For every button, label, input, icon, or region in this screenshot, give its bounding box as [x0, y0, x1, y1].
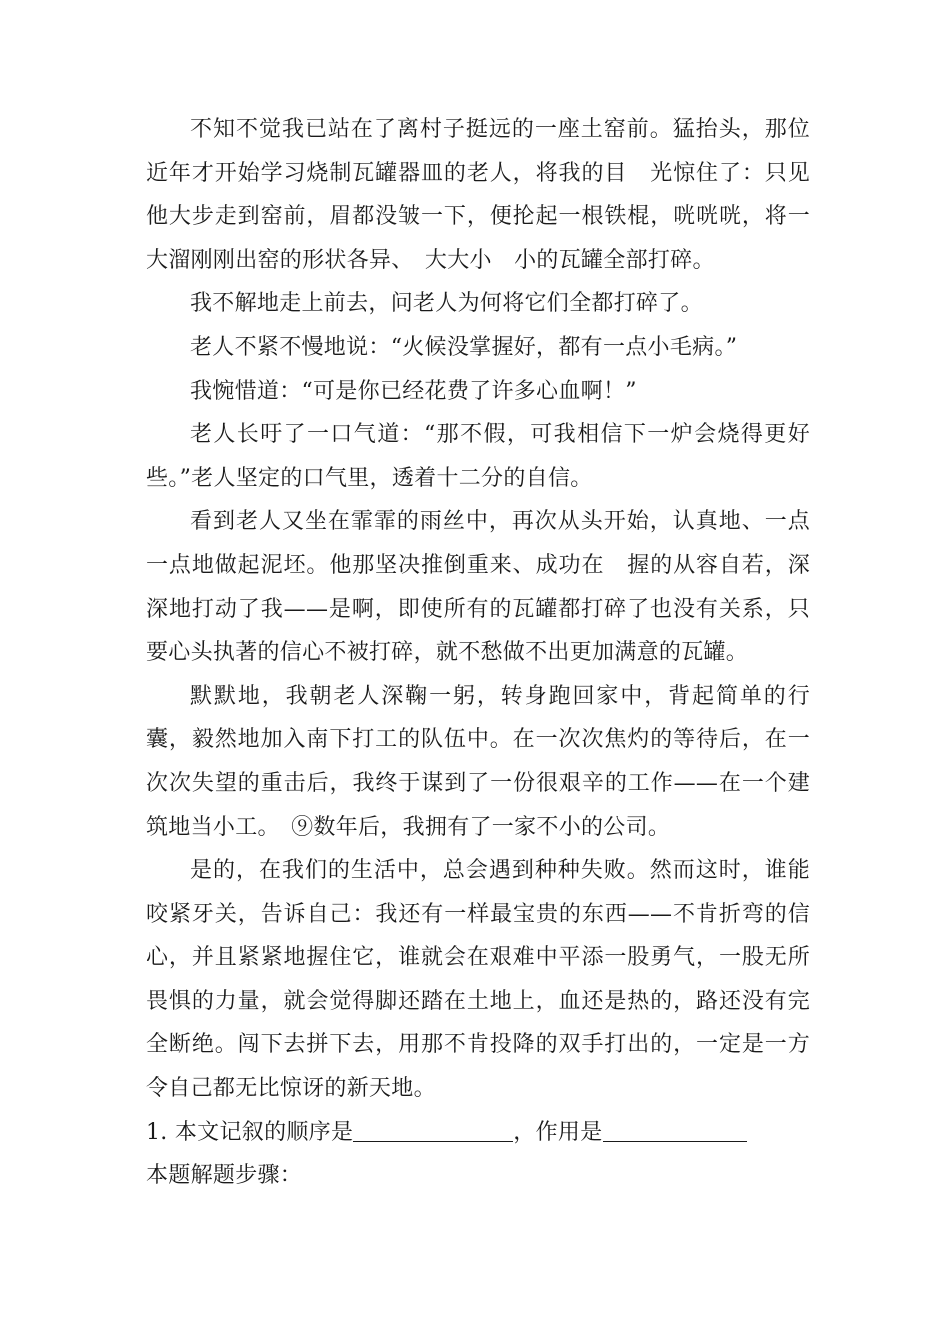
paragraph-1: 不知不觉我已站在了离村子挺远的一座土窑前。猛抬头，那位近年才开始学习烧制瓦罐器皿的老人，将我的目 光惊住了：只见他大步走到窑前，眉都没皱一下，便抡起一根铁棍，咣咣咣，将一大溜刚刚出窑的形状各异、 大大小 小的瓦罐全部打碎。	[146, 117, 810, 273]
question-prefix: 1. 本文记叙的顺序是	[146, 1119, 354, 1145]
document-page	[146, 108, 810, 1198]
paragraph-4: 我惋惜道：“可是你已经花费了许多心血啊！”	[190, 378, 637, 404]
paragraph-8: 是的，在我们的生活中，总会遇到种种失败。然而这时，谁能咬紧牙关，告诉自己：我还有一样最宝贵的东西——不肯折弯的信心，并且紧紧地握住它，谁就会在艰难中平添一股勇气，一股无所畏惧的力量，就会觉得脚还踏在土地上，血还是热的，路还没有完全断绝。闯下去拼下去，用那不肯投降的双手打出的，一定是一方令自己都无比惊讶的新天地。	[146, 858, 810, 1102]
question-middle: ，作用是	[513, 1119, 603, 1145]
paragraph-3: 老人不紧不慢地说：“火候没掌握好，都有一点小毛病。”	[190, 334, 738, 360]
answer-blank-order[interactable]	[353, 1115, 513, 1142]
answer-blank-effect[interactable]	[603, 1115, 747, 1142]
paragraph-7: 默默地，我朝老人深鞠一躬，转身跑回家中，背起简单的行囊，毅然地加入南下打工的队伍中。在一次次焦灼的等待后，在一次次失望的重击后，我终于谋到了一份很艰辛的工作——在一个建筑地当小工。 ⑨数年后，我拥有了一家不小的公司。	[146, 683, 810, 840]
solution-steps-label: 本题解题步骤：	[146, 1163, 303, 1189]
paragraph-6: 看到老人又坐在霏霏的雨丝中，再次从头开始，认真地、一点一点地做起泥坯。他那坚决推倒重来、成功在 握的从容自若，深深地打动了我——是啊，即使所有的瓦罐都打碎了也没有关系，只要心头执著的信心不被打碎，就不愁做不出更加满意的瓦罐。	[146, 509, 810, 666]
paragraph-5: 老人长吁了一口气道：“那不假，可我相信下一炉会烧得更好些。”老人坚定的口气里，透着十二分的自信。	[146, 422, 810, 491]
paragraph-2: 我不解地走上前去，问老人为何将它们全都打碎了。	[190, 291, 703, 317]
question-1	[146, 1111, 810, 1155]
